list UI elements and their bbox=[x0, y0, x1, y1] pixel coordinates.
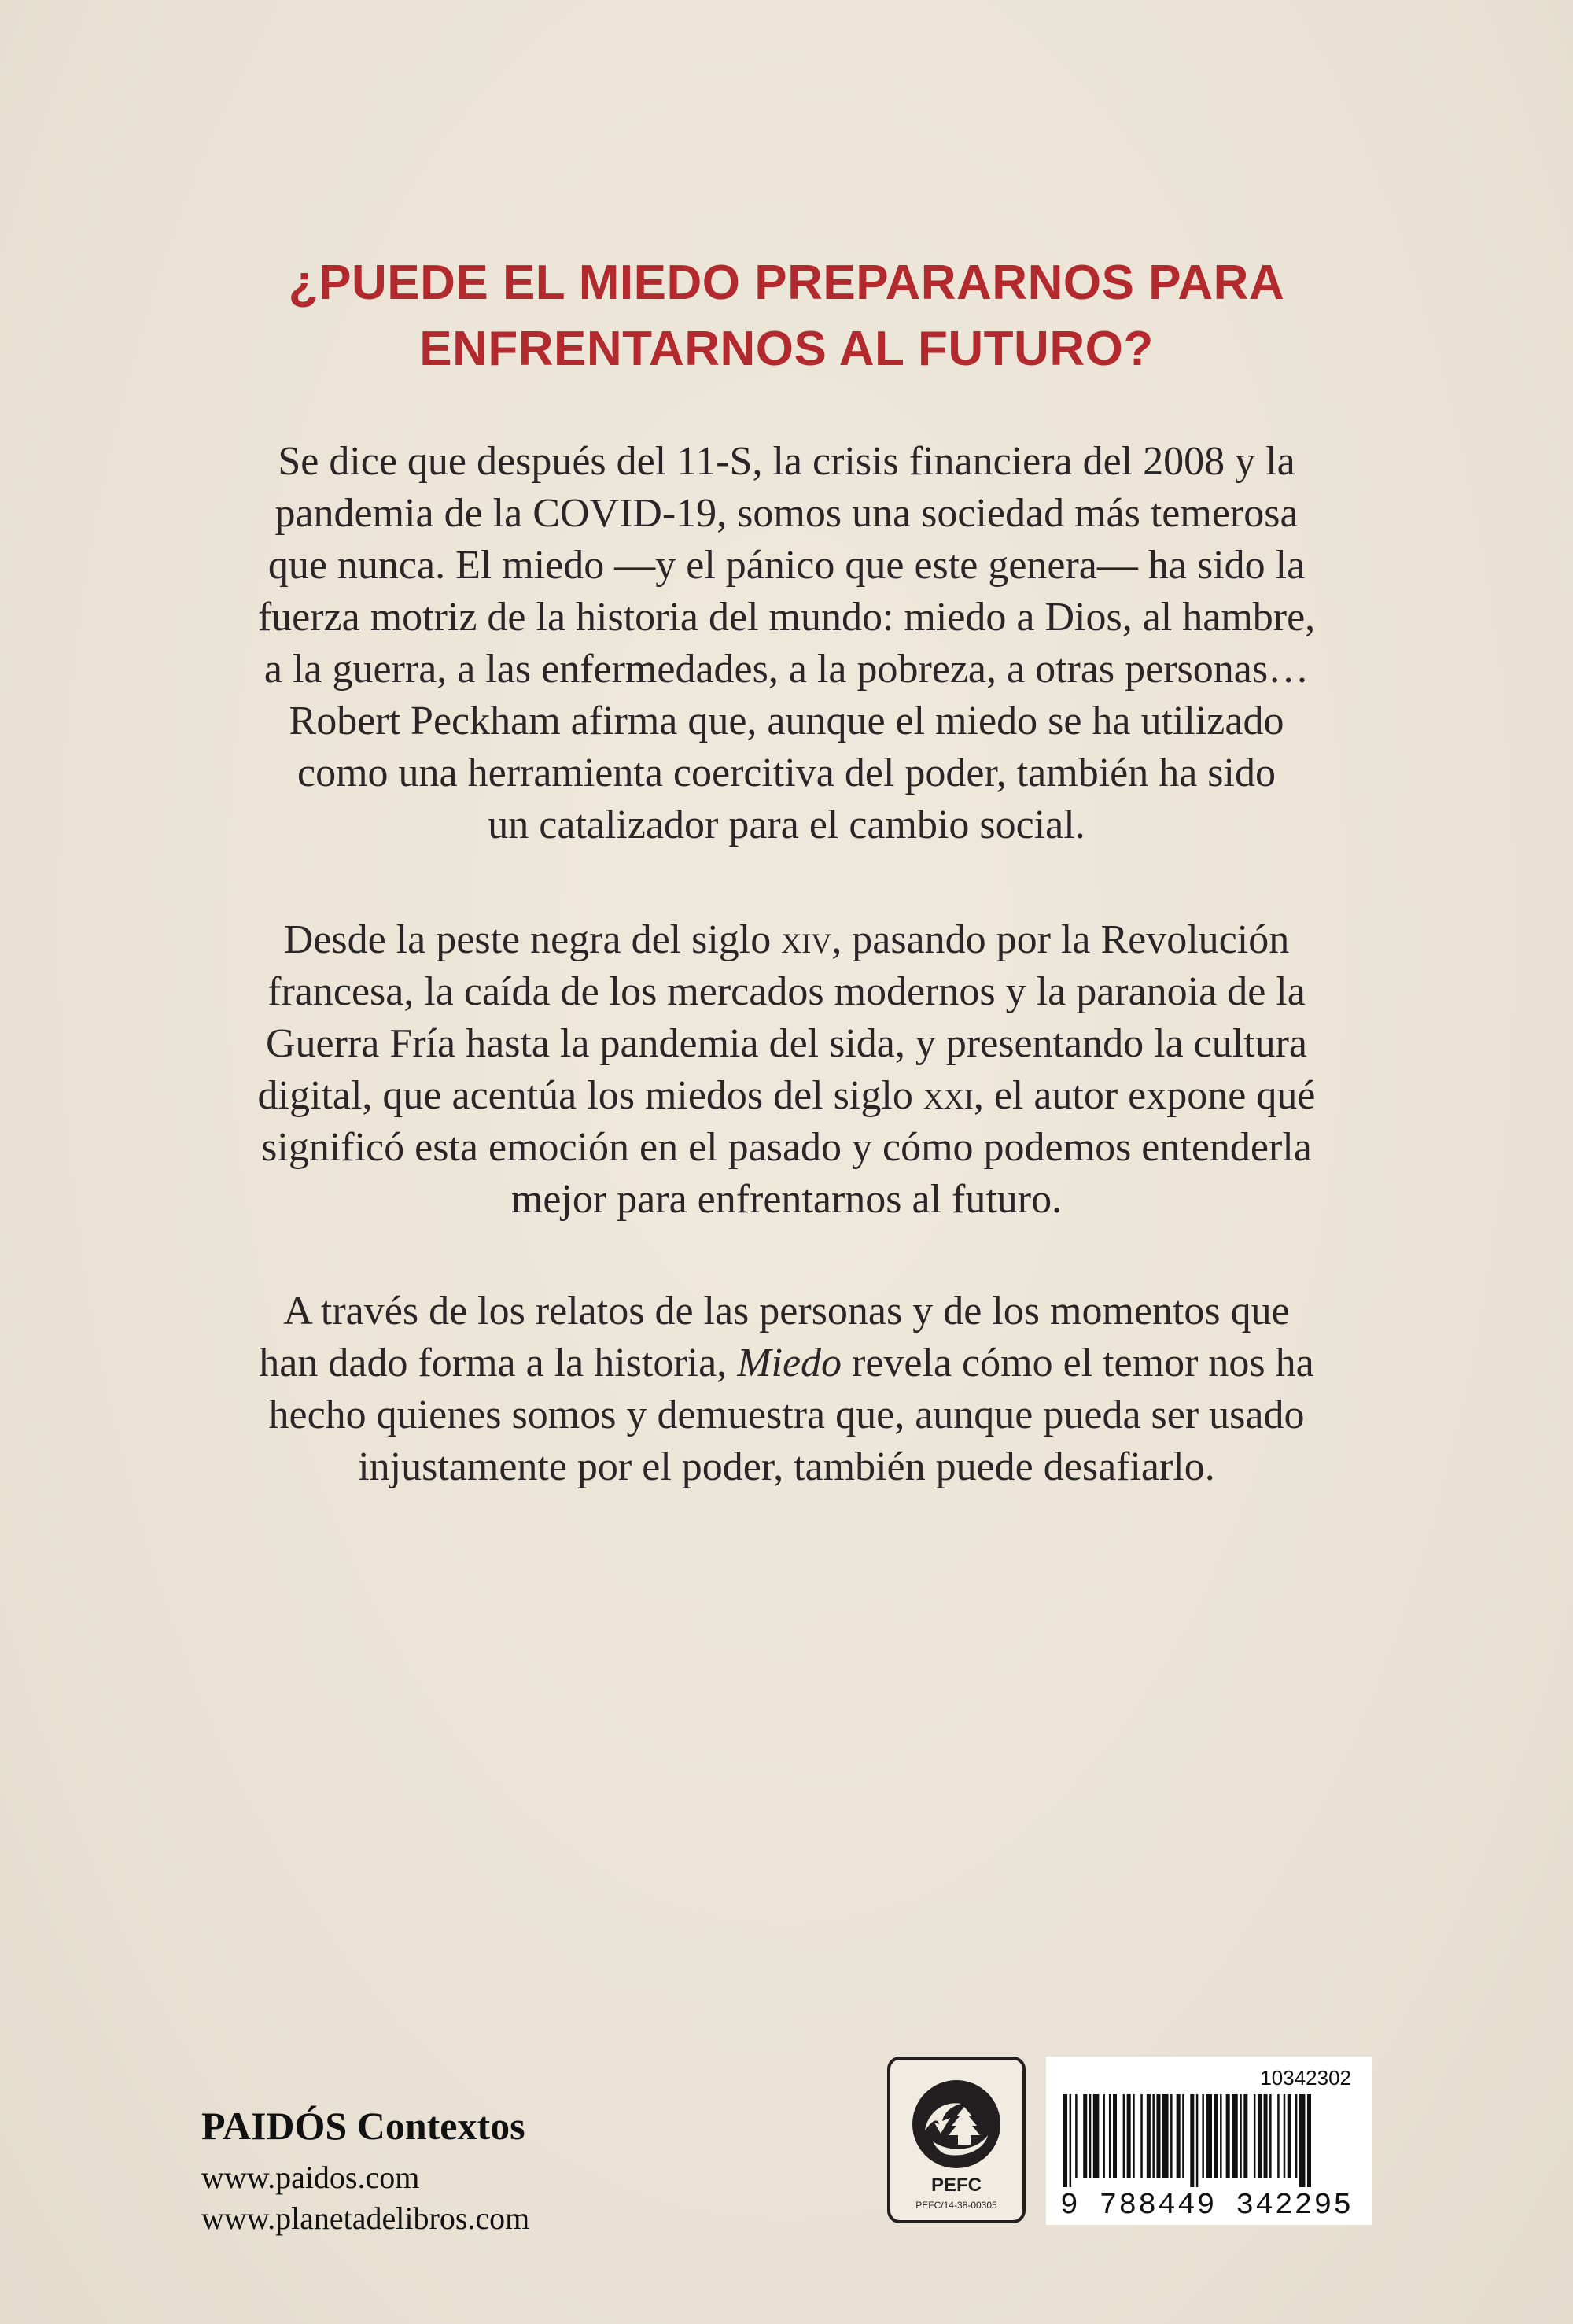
barcode-bar bbox=[1075, 2094, 1078, 2178]
barcode-bar bbox=[1127, 2094, 1131, 2178]
paragraph-2 bbox=[173, 914, 1400, 1226]
barcode-bar bbox=[1089, 2094, 1092, 2178]
barcode-bar bbox=[1288, 2094, 1291, 2178]
text-line: a la guerra, a las enfermedades, a la pobreza, a otras personas… bbox=[263, 647, 1310, 692]
barcode-bar bbox=[1070, 2094, 1072, 2187]
barcode-bar bbox=[1264, 2094, 1268, 2178]
text-line bbox=[173, 1337, 1400, 1389]
barcode-bar bbox=[1206, 2094, 1212, 2178]
pefc-label: PEFC bbox=[930, 2175, 982, 2196]
barcode-bar bbox=[1190, 2094, 1194, 2187]
text-line: como una herramienta coercitiva del poder, también ha sido bbox=[297, 751, 1276, 795]
barcode-bar bbox=[1226, 2094, 1230, 2178]
barcode-bar bbox=[1196, 2094, 1199, 2187]
barcode-bar bbox=[1220, 2094, 1222, 2178]
text-run: , el autor expone qué bbox=[973, 1073, 1316, 1118]
isbn-number: 9 788449 342295 bbox=[1060, 2189, 1354, 2223]
text-line: mejor para enfrentarnos al futuro. bbox=[510, 1177, 1063, 1222]
text-line: significó esta emoción en el pasado y cómo podemos entenderla bbox=[261, 1125, 1312, 1170]
barcode-bar bbox=[1103, 2094, 1105, 2178]
barcode-bar bbox=[1277, 2094, 1280, 2178]
barcode-bars bbox=[1060, 2094, 1359, 2187]
barcode-bar bbox=[1240, 2094, 1242, 2178]
pefc-trees-icon bbox=[909, 2077, 1004, 2171]
text-run: han dado forma a la historia, bbox=[259, 1341, 738, 1385]
barcode-bar bbox=[1182, 2094, 1184, 2178]
publisher-url[interactable]: www.paidos.com bbox=[201, 2160, 420, 2195]
barcode-bar bbox=[1295, 2094, 1298, 2178]
text-line: pandemia de la COVID-19, somos una sociedad más temerosa bbox=[274, 491, 1299, 536]
barcode-bar bbox=[1243, 2094, 1247, 2178]
barcode-bar bbox=[1170, 2094, 1173, 2178]
barcode-bar bbox=[1177, 2094, 1181, 2178]
publisher-url[interactable]: www.planetadelibros.com bbox=[201, 2200, 530, 2236]
text-line: que nunca. El miedo —y el pánico que este genera— ha sido la bbox=[267, 543, 1306, 588]
barcode-bar bbox=[1113, 2094, 1117, 2178]
text-line: Guerra Fría hasta la pandemia del sida, y presentando la cultura bbox=[265, 1021, 1308, 1066]
barcode-bar bbox=[1147, 2094, 1151, 2178]
text-run: Desde la peste negra del siglo bbox=[283, 917, 782, 962]
text-line: hecho quienes somos y demuestra que, aunque pueda ser usado bbox=[268, 1393, 1305, 1437]
headline bbox=[0, 250, 1573, 382]
paragraph-1 bbox=[173, 436, 1400, 851]
barcode-bar bbox=[1063, 2094, 1067, 2187]
publisher-name: PAIDÓS Contextos bbox=[201, 2104, 525, 2148]
barcode-bar bbox=[1156, 2094, 1160, 2178]
barcode-bar bbox=[1093, 2094, 1100, 2178]
barcode-bar bbox=[1214, 2094, 1218, 2178]
text-run: , pasando por la Revolución bbox=[831, 917, 1290, 962]
paragraph-3 bbox=[173, 1286, 1400, 1493]
text-run: digital, que acentúa los miedos del siglo bbox=[257, 1073, 923, 1118]
barcode-bar bbox=[1140, 2094, 1143, 2178]
barcode-bar bbox=[1083, 2094, 1087, 2178]
text-line: un catalizador para el cambio social. bbox=[488, 802, 1085, 847]
barcode-bar bbox=[1232, 2094, 1238, 2178]
text-line bbox=[173, 914, 1400, 966]
text-line: francesa, la caída de los mercados modernos y la paranoia de la bbox=[267, 969, 1306, 1014]
publisher-imprint bbox=[201, 2102, 529, 2239]
barcode-bar bbox=[1109, 2094, 1111, 2178]
text-run: revela cómo el temor nos ha bbox=[842, 1341, 1314, 1385]
pefc-code: PEFC/14-38-00305 bbox=[915, 2200, 997, 2211]
text-line: Se dice que después del 11-S, la crisis financiera del 2008 y la bbox=[278, 439, 1295, 484]
pefc-certification-logo bbox=[887, 2057, 1026, 2223]
barcode-label bbox=[1046, 2057, 1372, 2225]
text-line: injustamente por el poder, también puede desafiarlo. bbox=[358, 1444, 1215, 1489]
barcode-bar bbox=[1307, 2094, 1311, 2187]
barcode-bar bbox=[1152, 2094, 1155, 2178]
century-numeral: xxi bbox=[923, 1073, 974, 1118]
barcode-bar bbox=[1269, 2094, 1272, 2178]
barcode-bar bbox=[1258, 2094, 1262, 2178]
text-line: A través de los relatos de las personas y de los momentos que bbox=[283, 1289, 1290, 1334]
text-line bbox=[173, 1070, 1400, 1122]
headline-line: ¿PUEDE EL MIEDO PREPARARNOS PARA bbox=[288, 256, 1285, 310]
headline-line: ENFRENTARNOS AL FUTURO? bbox=[419, 322, 1154, 376]
product-code: 10342302 bbox=[1260, 2066, 1351, 2090]
barcode-bar bbox=[1254, 2094, 1256, 2178]
barcode-bar bbox=[1133, 2094, 1135, 2178]
barcode-bar bbox=[1299, 2094, 1306, 2187]
barcode-bar bbox=[1162, 2094, 1169, 2178]
barcode-bar bbox=[1284, 2094, 1286, 2178]
book-title: Miedo bbox=[737, 1341, 842, 1385]
century-numeral: xiv bbox=[781, 917, 832, 962]
text-line: Robert Peckham afirma que, aunque el miedo se ha utilizado bbox=[289, 699, 1284, 743]
text-line: fuerza motriz de la historia del mundo: miedo a Dios, al hambre, bbox=[257, 595, 1316, 640]
barcode-bar bbox=[1123, 2094, 1125, 2178]
barcode-bar bbox=[1202, 2094, 1204, 2178]
